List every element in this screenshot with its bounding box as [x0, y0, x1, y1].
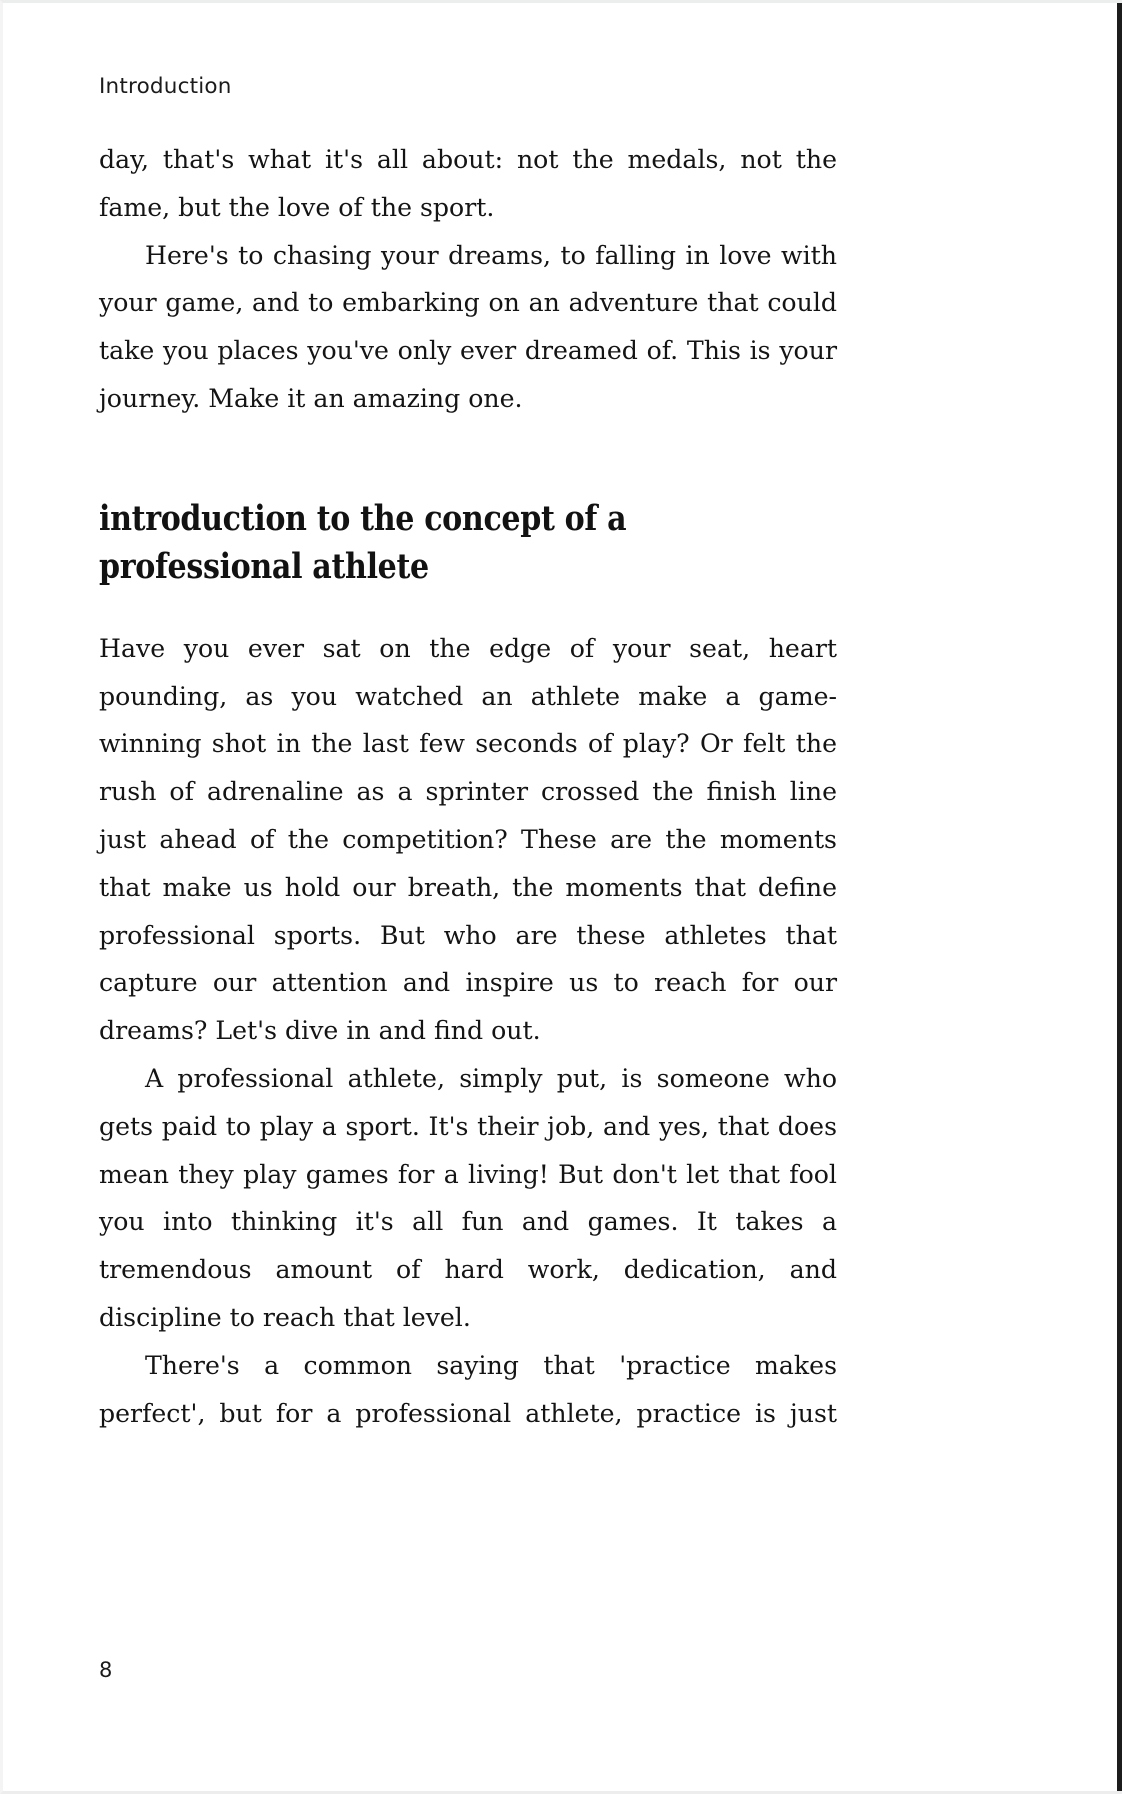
book-page [3, 3, 1116, 1794]
paragraph-continuation: day, that's what it's all about: not the medals, not the fame, but the love of the sport. [99, 145, 837, 222]
paragraph-chasing-dreams: Here's to chasing your dreams, to falling in love with your game, and to embarking on an adventure that could take you places you've only ever dreamed of. This is your journey. Make it an amazing one. [99, 240, 837, 413]
page-content [99, 136, 837, 1437]
vertical-scrollbar[interactable] [1113, 3, 1122, 1791]
paragraph-practice-makes-perfect: There's a common saying that 'practice makes perfect', but for a professional athlete, practice is just [99, 1350, 837, 1428]
running-header: Introduction [99, 74, 232, 99]
scrollbar-track[interactable] [1117, 3, 1122, 1791]
paragraph-have-you-ever: Have you ever sat on the edge of your seat, heart pounding, as you watched an athlete make a game-winning shot in the last few seconds of play? Or felt the rush of adrenaline as a sprinter crossed the finish line just ahead of the competition? These are the moments that make us hold our breath, the moments that define professional sports. But who are these athletes that capture our attention and inspire us to reach for our dreams? Let's dive in and find out. [99, 633, 837, 1046]
section-heading: introduction to the concept of a professional athlete [99, 497, 627, 587]
heading-top-spacer [99, 423, 837, 495]
heading-bottom-spacer [99, 591, 837, 625]
page-number: 8 [99, 1658, 113, 1682]
paragraph-definition: A professional athlete, simply put, is someone who gets paid to play a sport. It's their job, and yes, that does mean they play games for a living! But don't let that fool you into thinking it's all fun and games. It takes a tremendous amount of hard work, dedication, and discipline to reach that level. [99, 1063, 837, 1332]
